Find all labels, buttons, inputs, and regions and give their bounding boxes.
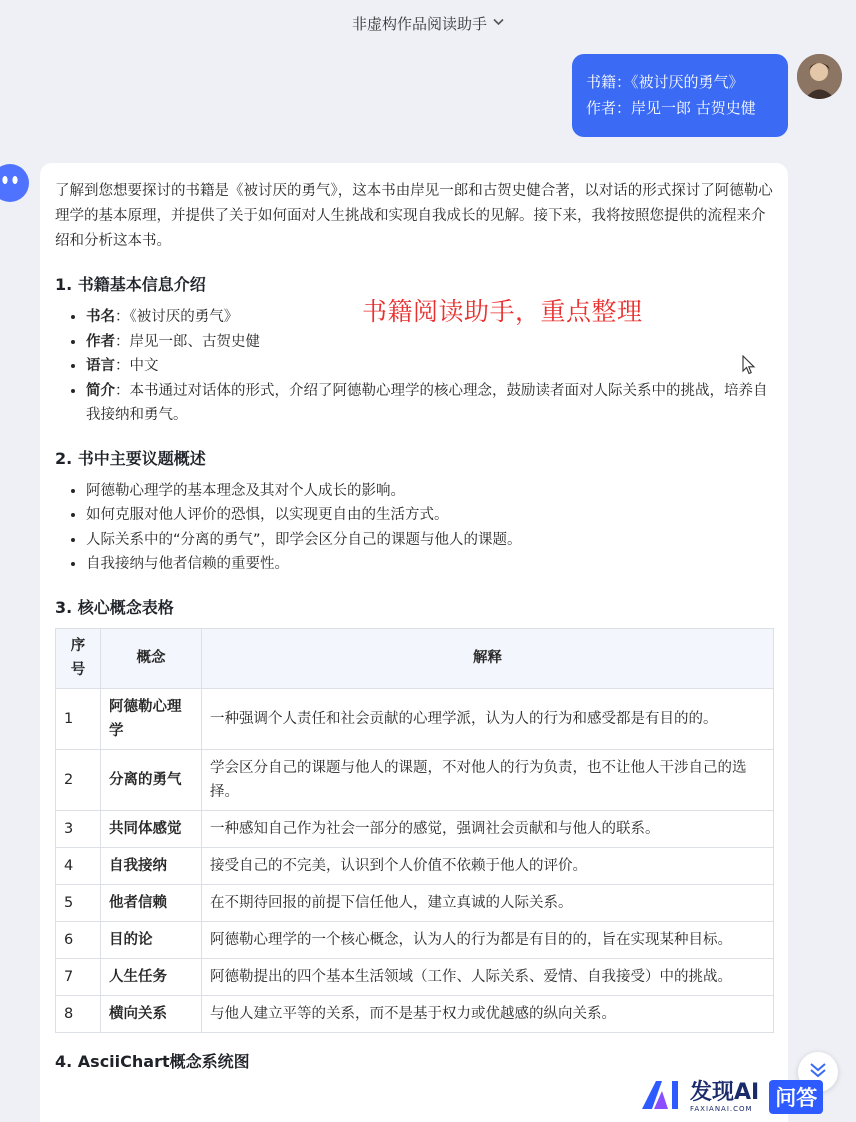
item-value: ：本书通过对话体的形式，介绍了阿德勒心理学的核心理念，鼓励读者面对人际关系中的挑战，培养自我接纳和勇气。 [86, 382, 768, 423]
table-cell-explanation: 接受自己的不完美，认识到个人价值不依赖于他人的评价。 [202, 847, 774, 884]
table-cell-index: 8 [56, 995, 101, 1032]
table-cell-explanation: 一种感知自己作为社会一部分的感觉，强调社会贡献和与他人的联系。 [202, 810, 774, 847]
table-cell-concept: 阿德勒心理学 [101, 688, 202, 749]
table-row [56, 847, 774, 884]
table-header-cell: 概念 [101, 628, 202, 688]
watermark-main-text: 发现AI [690, 1079, 760, 1105]
list-item: • 人际关系中的“分离的勇气”，即学会区分自己的课题与他人的课题。 [86, 528, 774, 553]
section-heading: 4. AsciiChart概念系统图 [55, 1051, 250, 1071]
table-header-cell: 解释 [202, 628, 774, 688]
table-row [56, 958, 774, 995]
list-item [86, 379, 774, 428]
section-heading: 3. 核心概念表格 [55, 597, 174, 617]
item-label: 作者 [86, 333, 115, 350]
table-cell-index: 5 [56, 884, 101, 921]
watermark-logo [640, 1080, 823, 1114]
user-avatar[interactable] [797, 54, 842, 99]
table-cell-index: 3 [56, 810, 101, 847]
item-label: 简介 [86, 382, 115, 399]
chevron-down-icon [493, 16, 504, 29]
user-message-bubble [572, 54, 788, 137]
table-cell-concept: 目的论 [101, 921, 202, 958]
table-cell-index: 1 [56, 688, 101, 749]
double-chevron-down-icon [809, 1062, 827, 1082]
watermark-qa-badge: 问答 [769, 1080, 823, 1114]
table-row [56, 921, 774, 958]
list-item [86, 330, 774, 355]
table-header-row [56, 628, 774, 688]
table-cell-explanation: 一种强调个人责任和社会贡献的心理学派，认为人的行为和感受都是有目的的。 [202, 688, 774, 749]
table-cell-concept: 共同体感觉 [101, 810, 202, 847]
table-cell-explanation: 学会区分自己的课题与他人的课题，不对他人的行为负责，也不让他人干涉自己的选择。 [202, 749, 774, 810]
table-cell-explanation: 阿德勒提出的四个基本生活领域（工作、人际关系、爱情、自我接受）中的挑战。 [202, 958, 774, 995]
section-heading: 1. 书籍基本信息介绍 [55, 275, 206, 294]
section-heading: 2. 书中主要议题概述 [55, 448, 206, 468]
list-item: • 如何克服对他人评价的恐惧，以实现更自由的生活方式。 [86, 503, 774, 528]
table-row [56, 688, 774, 749]
assistant-avatar-icon [0, 163, 30, 203]
list-item: • 阿德勒心理学的基本理念及其对个人成长的影响。 [86, 479, 774, 504]
table-cell-concept: 自我接纳 [101, 847, 202, 884]
watermark-sub-text: FAXIANAI.COM [690, 1104, 753, 1113]
table-row [56, 884, 774, 921]
item-value: ：《被讨厌的勇气》 [115, 309, 239, 325]
item-value: ：岸见一郎、古贺史健 [115, 333, 260, 350]
table-cell-explanation: 阿德勒心理学的一个核心概念，认为人的行为都是有目的的，旨在实现某种目标。 [202, 921, 774, 958]
table-cell-index: 2 [56, 749, 101, 810]
conversation-title: 非虚构作品阅读助手 [351, 14, 487, 33]
answer-intro: 了解到您想要探讨的书籍是《被讨厌的勇气》，这本书由岸见一郎和古贺史健合著，以对话的形式探讨了阿德勒心理学的基本原理，并提供了关于如何面对人生挑战和实现自我成长的见解。接下来，我将按照您提供的流程来介绍和分析这本书。 [55, 183, 773, 249]
table-cell-explanation: 与他人建立平等的关系，而不是基于权力或优越感的纵向关系。 [202, 995, 774, 1032]
ai-logo-icon [640, 1079, 684, 1115]
user-message-line: 作者：岸见一郎 古贺史健 [586, 99, 756, 117]
conversation-title-selector[interactable] [0, 0, 856, 46]
item-value: ：中文 [115, 358, 159, 374]
list-item: • 自我接纳与他者信赖的重要性。 [86, 552, 774, 577]
mouse-cursor-icon [742, 355, 756, 379]
topics-list [55, 479, 774, 577]
item-label: 书名 [86, 309, 115, 325]
item-label: 语言 [86, 358, 115, 374]
concept-table [55, 628, 774, 1033]
table-cell-concept: 人生任务 [101, 958, 202, 995]
table-row [56, 810, 774, 847]
table-header-cell: 序号 [56, 628, 101, 688]
table-cell-explanation: 在不期待回报的前提下信任他人，建立真诚的人际关系。 [202, 884, 774, 921]
table-cell-concept: 他者信赖 [101, 884, 202, 921]
table-row [56, 749, 774, 810]
table-cell-concept: 横向关系 [101, 995, 202, 1032]
table-cell-index: 7 [56, 958, 101, 995]
table-cell-index: 4 [56, 847, 101, 884]
user-message-line: 书籍：《被讨厌的勇气》 [586, 73, 744, 91]
table-cell-concept: 分离的勇气 [101, 749, 202, 810]
table-row [56, 995, 774, 1032]
list-item [86, 354, 774, 379]
red-annotation-text: 书籍阅读助手，重点整理 [362, 297, 643, 326]
table-cell-index: 6 [56, 921, 101, 958]
